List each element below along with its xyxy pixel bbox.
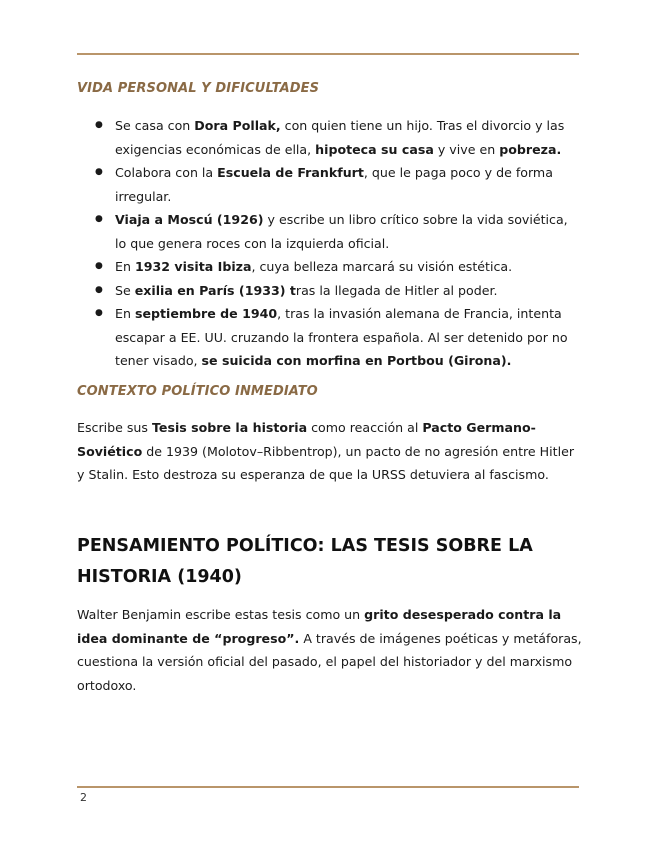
list-item [77, 255, 582, 279]
bold-text: hipoteca su casa [315, 141, 434, 157]
list-item [77, 302, 582, 373]
text-run: , tras la invasión alemana de Francia, intenta escapar a EE. UU. cruzando la frontera española. Al ser detenido por no tener visado, [115, 306, 568, 368]
list-item [77, 279, 582, 303]
text-run: , que le paga poco y de forma irregular. [115, 165, 553, 204]
bold-text: Tesis sobre la historia [151, 420, 308, 435]
text-run: y vive en [433, 141, 500, 157]
list-item [77, 161, 582, 208]
bold-text: exilia en París (1933) t [134, 282, 296, 298]
text-run: con quien tiene un hijo. Tras el divorcio y las exigencias económicas de ella, [115, 118, 565, 157]
section-heading-vida-personal: VIDA PERSONAL Y DIFICULTADES [77, 81, 320, 96]
text-run: Escribe sus [77, 420, 152, 435]
bold-text: Escuela de Frankfurt [217, 165, 364, 180]
bold-text: se suicida con morfina en Portbou (Girona). [201, 353, 512, 368]
text-run: como reacción al [307, 420, 423, 435]
vida-personal-list [77, 114, 582, 373]
text-run: , cuya belleza marcará su visión estética. [251, 259, 513, 274]
list-item [77, 208, 582, 255]
section-heading-contexto-politico: CONTEXTO POLÍTICO INMEDIATO [77, 384, 318, 399]
main-heading-pensamiento-politico: PENSAMIENTO POLÍTICO: LAS TESIS SOBRE LA HISTORIA (1940) [77, 536, 533, 587]
text-run: y escribe un libro crítico sobre la vida soviética, lo que genera roces con la izquierda oficial. [115, 212, 568, 251]
footer-rule [77, 786, 579, 788]
pensamiento-paragraph [77, 603, 582, 697]
page-number: 2 [80, 791, 87, 804]
text-run: de 1939 (Molotov–Ribbentrop), un pacto de no agresión entre Hitler y Stalin. Esto destroza su esperanza de que la URSS detuviera al fascismo. [77, 443, 575, 482]
bold-text: pobreza. [499, 141, 562, 157]
text-run: ras la llegada de Hitler al poder. [295, 282, 498, 298]
bold-text: septiembre de 1940 [134, 306, 278, 321]
text-run: Se [115, 282, 135, 298]
bold-text: grito desesperado contra la idea dominante de “progreso”. [77, 607, 562, 646]
text-run: Walter Benjamin escribe estas tesis como un [77, 607, 365, 622]
bold-text: Viaja a Moscú (1926) [115, 212, 264, 227]
text-run: Colabora con la [115, 165, 218, 180]
list-item [77, 114, 582, 161]
text-run: En [115, 259, 135, 274]
text-run: En [115, 306, 135, 321]
header-rule [77, 53, 579, 55]
bold-text: Dora Pollak, [194, 118, 281, 133]
bold-text: Pacto Germano-Soviético [77, 420, 536, 459]
contexto-paragraph [77, 416, 582, 487]
text-run: A través de imágenes poéticas y metáforas, cuestiona la versión oficial del pasado, el papel del historiador y del marxismo ortodoxo. [77, 630, 582, 693]
text-run: Se casa con [115, 118, 195, 133]
bold-text: 1932 visita Ibiza [134, 259, 252, 274]
